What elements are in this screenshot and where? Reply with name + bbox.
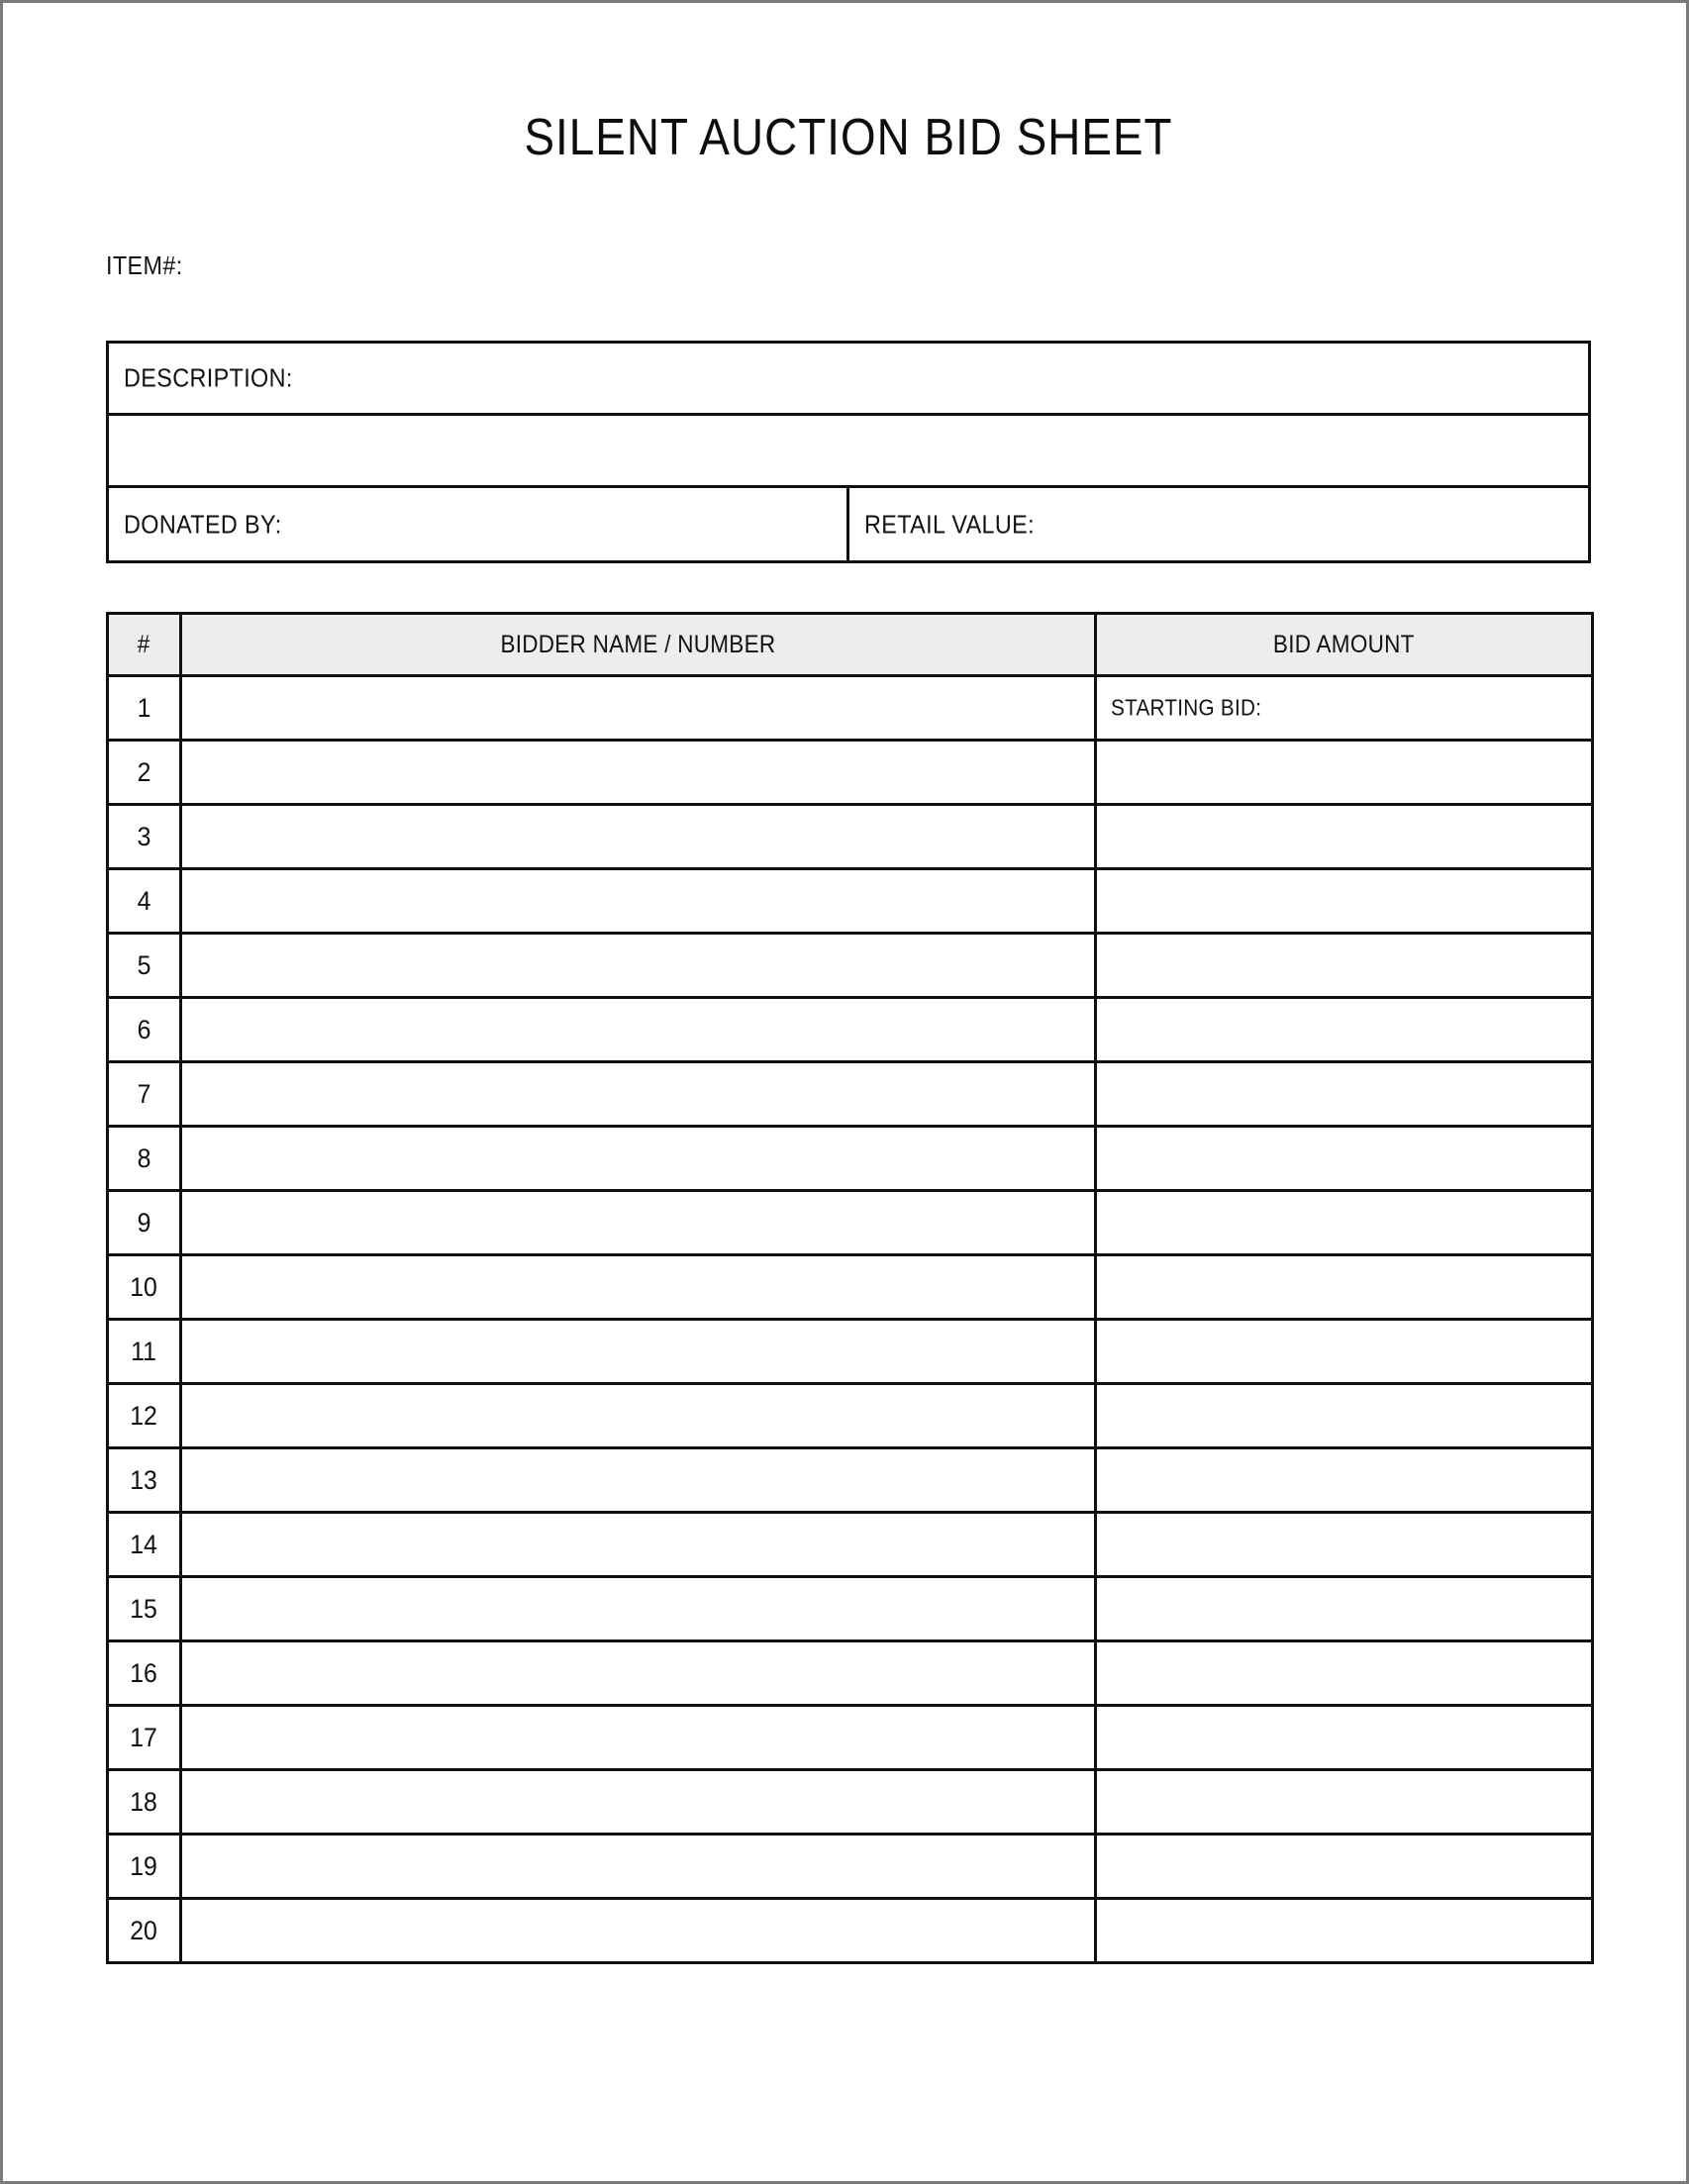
row-number-label: 9 bbox=[137, 1207, 151, 1238]
row-number-cell bbox=[108, 1191, 181, 1255]
donation-row bbox=[109, 488, 1588, 560]
row-number-label: 1 bbox=[137, 692, 151, 723]
bidder-name-cell[interactable] bbox=[181, 998, 1096, 1062]
table-row bbox=[108, 1320, 1593, 1384]
row-number-label: 20 bbox=[130, 1915, 158, 1945]
bid-amount-cell[interactable] bbox=[1096, 1577, 1593, 1641]
row-number-label: 14 bbox=[130, 1529, 158, 1559]
bid-amount-cell[interactable] bbox=[1096, 1320, 1593, 1384]
bid-amount-cell[interactable] bbox=[1096, 1706, 1593, 1770]
row-number-label: 2 bbox=[137, 756, 151, 787]
column-header-amount bbox=[1096, 614, 1593, 676]
table-row bbox=[108, 1835, 1593, 1899]
row-number-cell bbox=[108, 934, 181, 998]
bid-amount-cell[interactable] bbox=[1096, 1513, 1593, 1577]
table-row bbox=[108, 1641, 1593, 1706]
row-number-cell bbox=[108, 1513, 181, 1577]
row-number-cell bbox=[108, 1255, 181, 1320]
row-number-label: 8 bbox=[137, 1142, 151, 1173]
table-row bbox=[108, 741, 1593, 805]
row-number-cell bbox=[108, 741, 181, 805]
bid-amount-cell[interactable] bbox=[1096, 1384, 1593, 1448]
bid-amount-cell[interactable] bbox=[1096, 676, 1593, 741]
column-header-number-label: # bbox=[138, 630, 150, 658]
bidder-name-cell[interactable] bbox=[181, 1577, 1096, 1641]
bidder-name-cell[interactable] bbox=[181, 1127, 1096, 1191]
bidder-name-cell[interactable] bbox=[181, 1899, 1096, 1963]
row-number-label: 4 bbox=[137, 885, 151, 916]
row-number-cell bbox=[108, 998, 181, 1062]
table-row bbox=[108, 676, 1593, 741]
bidder-name-cell[interactable] bbox=[181, 741, 1096, 805]
row-number-label: 12 bbox=[130, 1400, 158, 1431]
bid-amount-cell[interactable] bbox=[1096, 1448, 1593, 1513]
bid-amount-cell[interactable] bbox=[1096, 1127, 1593, 1191]
row-number-cell bbox=[108, 1062, 181, 1127]
bid-amount-cell[interactable] bbox=[1096, 741, 1593, 805]
bid-amount-cell[interactable] bbox=[1096, 934, 1593, 998]
table-row bbox=[108, 805, 1593, 869]
row-number-label: 3 bbox=[137, 821, 151, 851]
table-row bbox=[108, 934, 1593, 998]
row-number-label: 6 bbox=[137, 1014, 151, 1044]
row-number-cell bbox=[108, 1706, 181, 1770]
row-number-cell bbox=[108, 1641, 181, 1706]
row-number-label: 16 bbox=[130, 1657, 158, 1688]
bidder-name-cell[interactable] bbox=[181, 1255, 1096, 1320]
bidder-name-cell[interactable] bbox=[181, 1320, 1096, 1384]
row-number-label: 19 bbox=[130, 1850, 158, 1881]
row-number-cell bbox=[108, 1384, 181, 1448]
bid-table bbox=[106, 612, 1594, 1964]
table-row bbox=[108, 1577, 1593, 1641]
row-number-label: 5 bbox=[137, 949, 151, 980]
bidder-name-cell[interactable] bbox=[181, 676, 1096, 741]
description-row[interactable] bbox=[109, 344, 1588, 416]
bidder-name-cell[interactable] bbox=[181, 1706, 1096, 1770]
table-row bbox=[108, 1899, 1593, 1963]
row-number-cell bbox=[108, 1577, 181, 1641]
table-row bbox=[108, 1127, 1593, 1191]
row-number-label: 17 bbox=[130, 1722, 158, 1752]
bid-amount-cell[interactable] bbox=[1096, 1062, 1593, 1127]
donated-by-cell[interactable] bbox=[109, 488, 849, 560]
row-number-cell bbox=[108, 1127, 181, 1191]
starting-bid-label: STARTING BID: bbox=[1111, 694, 1262, 721]
bid-amount-cell[interactable] bbox=[1096, 805, 1593, 869]
bidder-name-cell[interactable] bbox=[181, 1062, 1096, 1127]
bidder-name-cell[interactable] bbox=[181, 869, 1096, 934]
column-header-number bbox=[108, 614, 181, 676]
bid-amount-cell[interactable] bbox=[1096, 1641, 1593, 1706]
bid-table-body bbox=[108, 676, 1593, 1963]
bidder-name-cell[interactable] bbox=[181, 805, 1096, 869]
row-number-label: 18 bbox=[130, 1786, 158, 1817]
retail-value-cell[interactable] bbox=[849, 488, 1588, 560]
row-number-cell bbox=[108, 869, 181, 934]
bidder-name-cell[interactable] bbox=[181, 1384, 1096, 1448]
bidder-name-cell[interactable] bbox=[181, 1448, 1096, 1513]
table-row bbox=[108, 1191, 1593, 1255]
row-number-cell bbox=[108, 676, 181, 741]
column-header-bidder-label: BIDDER NAME / NUMBER bbox=[500, 630, 776, 658]
description-continuation-row[interactable] bbox=[109, 416, 1588, 488]
bidder-name-cell[interactable] bbox=[181, 1513, 1096, 1577]
bidder-name-cell[interactable] bbox=[181, 1770, 1096, 1835]
bid-amount-cell[interactable] bbox=[1096, 1899, 1593, 1963]
column-header-bidder bbox=[181, 614, 1096, 676]
page-title: SILENT AUCTION BID SHEET bbox=[524, 109, 1173, 166]
retail-value-label: RETAIL VALUE: bbox=[864, 509, 1036, 539]
row-number-cell bbox=[108, 1835, 181, 1899]
bidder-name-cell[interactable] bbox=[181, 1835, 1096, 1899]
row-number-cell bbox=[108, 1770, 181, 1835]
table-header-row bbox=[108, 614, 1593, 676]
table-row bbox=[108, 1062, 1593, 1127]
item-number-label: ITEM#: bbox=[106, 250, 183, 280]
table-row bbox=[108, 1255, 1593, 1320]
bid-amount-cell[interactable] bbox=[1096, 1255, 1593, 1320]
row-number-label: 13 bbox=[130, 1464, 158, 1495]
table-row bbox=[108, 869, 1593, 934]
table-row bbox=[108, 1706, 1593, 1770]
table-row bbox=[108, 1770, 1593, 1835]
row-number-cell bbox=[108, 805, 181, 869]
table-row bbox=[108, 1448, 1593, 1513]
bid-amount-cell[interactable] bbox=[1096, 869, 1593, 934]
row-number-label: 11 bbox=[131, 1336, 157, 1366]
bid-amount-cell[interactable] bbox=[1096, 1835, 1593, 1899]
table-row bbox=[108, 1513, 1593, 1577]
bid-amount-cell[interactable] bbox=[1096, 998, 1593, 1062]
row-number-cell bbox=[108, 1899, 181, 1963]
row-number-label: 10 bbox=[130, 1271, 158, 1302]
row-number-cell bbox=[108, 1448, 181, 1513]
bidder-name-cell[interactable] bbox=[181, 1641, 1096, 1706]
table-row bbox=[108, 1384, 1593, 1448]
row-number-cell bbox=[108, 1320, 181, 1384]
bidder-name-cell[interactable] bbox=[181, 934, 1096, 998]
bid-table-header bbox=[108, 614, 1593, 676]
bidder-name-cell[interactable] bbox=[181, 1191, 1096, 1255]
column-header-amount-label: BID AMOUNT bbox=[1273, 630, 1415, 658]
item-info-block bbox=[106, 341, 1591, 563]
bid-amount-cell[interactable] bbox=[1096, 1191, 1593, 1255]
donated-by-label: DONATED BY: bbox=[124, 509, 282, 539]
row-number-label: 7 bbox=[137, 1078, 151, 1109]
row-number-label: 15 bbox=[130, 1593, 158, 1624]
bid-amount-cell[interactable] bbox=[1096, 1770, 1593, 1835]
description-label: DESCRIPTION: bbox=[124, 362, 293, 393]
table-row bbox=[108, 998, 1593, 1062]
